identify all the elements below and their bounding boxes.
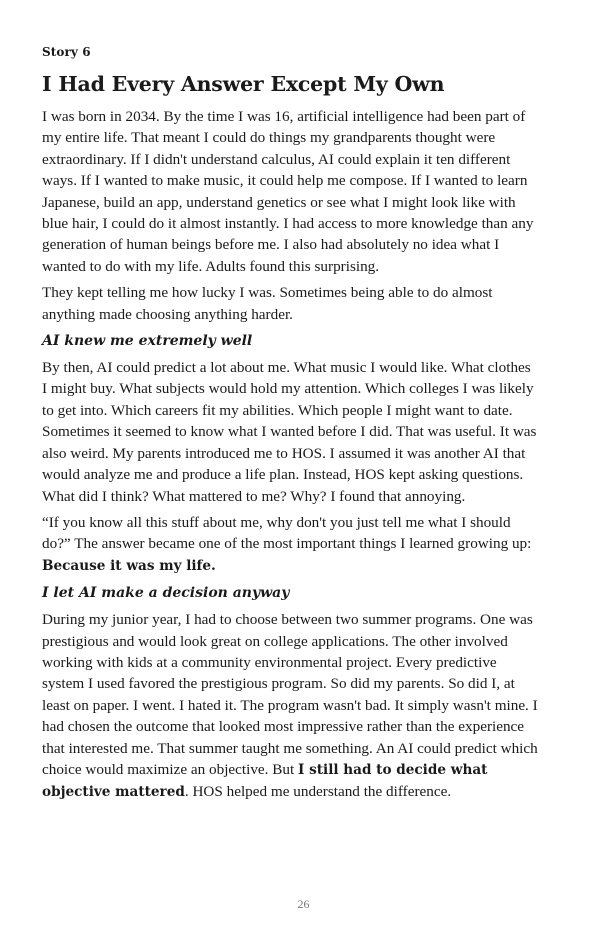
section2-paragraph-1-end: . HOS helped me understand the difference. — [184, 783, 452, 801]
page-title: I Had Every Answer Except My Own — [42, 72, 445, 96]
intro-paragraph-2: They kept telling me how lucky I was. Sometimes being able to do almost anything made choosing anything harder. — [42, 284, 493, 323]
page-content — [42, 44, 538, 809]
section1-paragraph-2-text: “If you know all this stuff about me, why don't you just tell me what I should do?” The answer became one of the most important things I learned growing up: — [42, 513, 532, 553]
page-number: 26 — [297, 897, 310, 911]
section1-paragraph-2 — [42, 512, 538, 577]
section-heading-ai-knew-me: AI knew me extremely well — [42, 333, 253, 350]
story-label: Story 6 — [42, 45, 91, 59]
section2-emphasis: I still had to decide what objective mattered — [42, 761, 488, 801]
section1-emphasis: Because it was my life. — [42, 557, 216, 574]
section2-paragraph-1-text: During my junior year, I had to choose between two summer programs. One was prestigious and would look great on college applications. The other involved working with kids at a community environmental project. Every predictive system I used favored the prestigious program. So did my parents. So did I, at least on paper. I went. I hated it. The program wasn't bad. It simply wasn't mine. I had chosen the outcome that looked most impressive rather than the experience that interested me. That summer taught me something. An AI could predict which choice would maximize an objective. But — [42, 611, 538, 778]
intro-paragraph-1: I was born in 2034. By the time I was 16, artificial intelligence had been part of my entire life. That meant I could do things my grandparents thought were extraordinary. If I didn't understand calculus, AI could explain it ten different ways. If I wanted to make music, it could help me compose. If I wanted to learn Japanese, build an app, understand genetics or see what I might look like with blue hair, I could do it almost instantly. I had access to more knowledge than any generation of human beings before me. I also had absolutely no idea what I wanted to do with my life. Adults found this surprising. — [42, 108, 534, 275]
section1-paragraph-1: By then, AI could predict a lot about me. What music I would like. What clothes I might buy. What subjects would hold my attention. Which colleges I was likely to get into. Which careers fit my abilities. Which people I might want to date. Sometimes it seemed to know what I wanted before I did. That was useful. It was also weird. My parents introduced me to HOS. I assumed it was another AI that would analyze me and produce a life plan. Instead, HOS kept asking questions. What did I think? What mattered to me? Why? I found that annoying. — [42, 359, 537, 505]
section-heading-let-ai-decide: I let AI make a decision anyway — [42, 585, 290, 602]
section2-paragraph-1 — [42, 609, 538, 804]
